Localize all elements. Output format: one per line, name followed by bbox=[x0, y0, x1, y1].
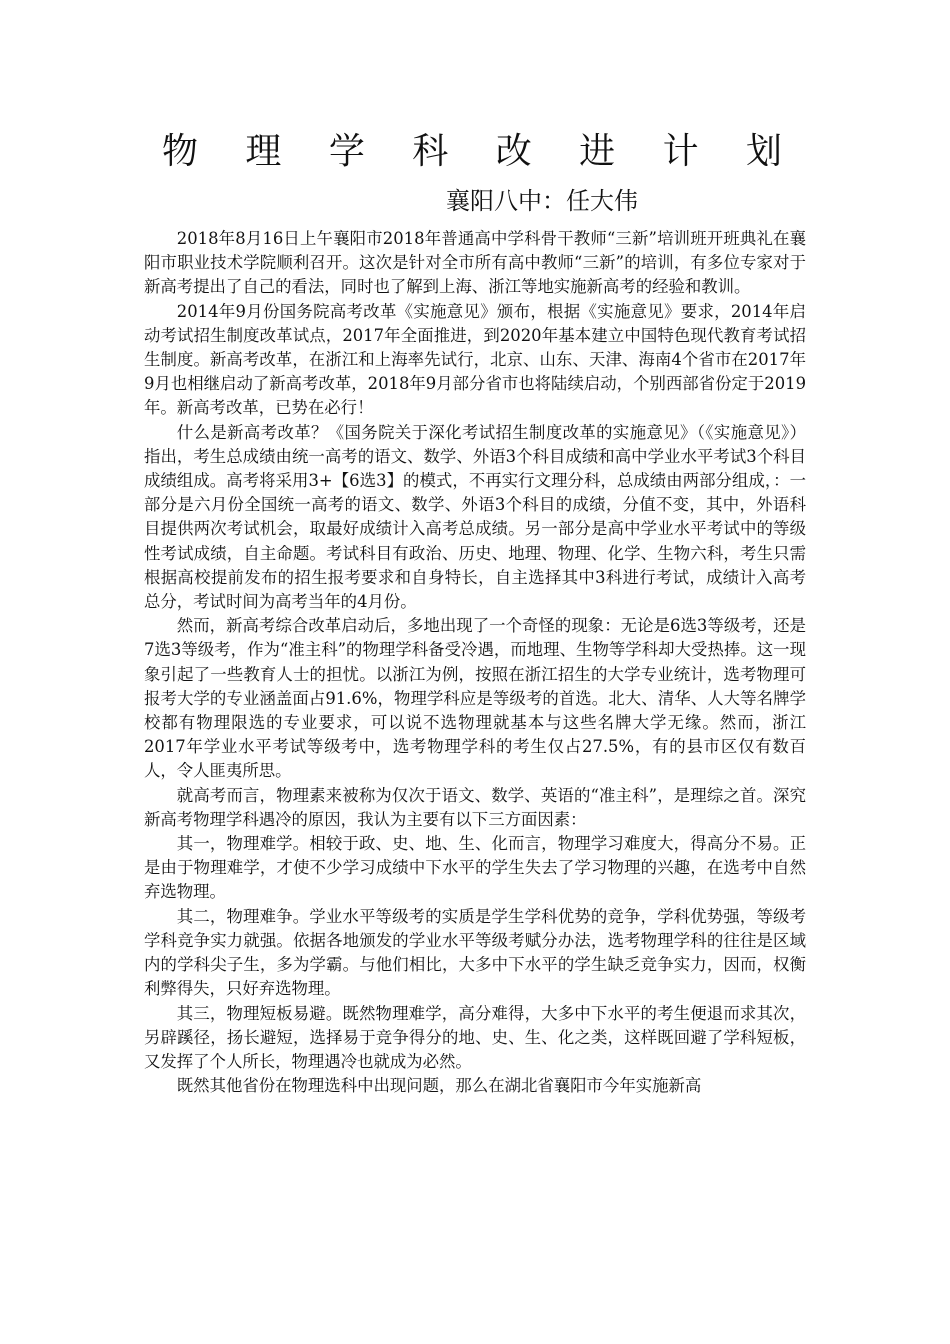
paragraph: 然而，新高考综合改革启动后，多地出现了一个奇怪的现象：无论是6选3等级考，还是7选3等级考，作为“准主科”的物理学科备受冷遇，而地理、生物等学科却大受热捧。这一现象引起了一些教育人士的担忧。以浙江为例，按照在浙江招生的大学专业统计，选考物理可报考大学的专业涵盖面占91.6%，物理学科应是等级考的首选。北大、清华、人大等名牌学校都有物理限选的专业要求，可以说不选物理就基本与这些名牌大学无缘。然而，浙江2017年学业水平考试等级考中，选考物理学科的考生仅占27.5%，有的县市区仅有数百人，令人匪夷所思。 bbox=[144, 616, 806, 781]
document-body bbox=[144, 227, 806, 1098]
paragraph: 其三，物理短板易避。既然物理难学，高分难得，大多中下水平的考生便退而求其次，另辟蹊径，扬长避短，选择易于竞争得分的地、史、生、化之类，这样既回避了学科短板，又发挥了个人所长，物理遇冷也就成为必然。 bbox=[144, 1003, 806, 1071]
paragraph: 其一，物理难学。相较于政、史、地、生、化而言，物理学习难度大，得高分不易。正是由于物理难学，才使不少学习成绩中下水平的学生失去了学习物理的兴趣，在选考中自然弃选物理。 bbox=[144, 834, 806, 902]
paragraph: 既然其他省份在物理选科中出现问题，那么在湖北省襄阳市今年实施新高 bbox=[176, 1076, 702, 1096]
author-line: 襄阳八中：任大伟 bbox=[446, 187, 638, 215]
paragraph: 2018年8月16日上午襄阳市2018年普通高中学科骨干教师“三新”培训班开班典礼在襄阳市职业技术学院顺利召开。这次是针对全市所有高中教师“三新”的培训，有多位专家对于新高考提出了自己的看法，同时也了解到上海、浙江等地实施新高考的经验和教训。 bbox=[144, 229, 806, 297]
paragraph: 什么是新高考改革？《国务院关于深化考试招生制度改革的实施意见》（《实施意见》）指出，考生总成绩由统一高考的语文、数学、外语3个科目成绩和高中学业水平考试3个科目成绩组成。高考将采用3+【6选3】的模式，不再实行文理分科，总成绩由两部分组成，：一部分是六月份全国统一高考的语文、数学、外语3个科目的成绩，分值不变，其中，外语科目提供两次考试机会，取最好成绩计入高考总成绩。另一部分是高中学业水平考试中的等级性考试成绩，自主命题。考试科目有政治、历史、地理、物理、化学、生物六科，考生只需根据高校提前发布的招生报考要求和自身特长，自主选择其中3科进行考试，成绩计入高考总分，考试时间为高考当年的4月份。 bbox=[144, 422, 806, 612]
paragraph: 其二，物理难争。学业水平等级考的实质是学生学科优势的竞争，学科优势强，等级考学科竞争实力就强。依据各地颁发的学业水平等级考赋分办法，选考物理学科的往往是区域内的学科尖子生，多为学霸。与他们相比，大多中下水平的学生缺乏竞争实力，因而，权衡利弊得失，只好弃选物理。 bbox=[144, 906, 806, 999]
paragraph: 2014年9月份国务院高考改革《实施意见》颁布，根据《实施意见》要求，2014年启动考试招生制度改革试点，2017年全面推进，到2020年基本建立中国特色现代教育考试招生制度。新高考改革，在浙江和上海率先试行，北京、山东、天津、海南4个省市在2017年9月也相继启动了新高考改革，2018年9月部分省市也将陆续启动，个别西部省份定于2019年。新高考改革，已势在必行！ bbox=[144, 301, 806, 418]
document-title: 物 理 学 科 改 进 计 划 bbox=[161, 131, 801, 172]
paragraph: 就高考而言，物理素来被称为仅次于语文、数学、英语的“准主科”，是理综之首。深究新高考物理学科遇冷的原因，我认为主要有以下三方面因素： bbox=[144, 785, 806, 829]
